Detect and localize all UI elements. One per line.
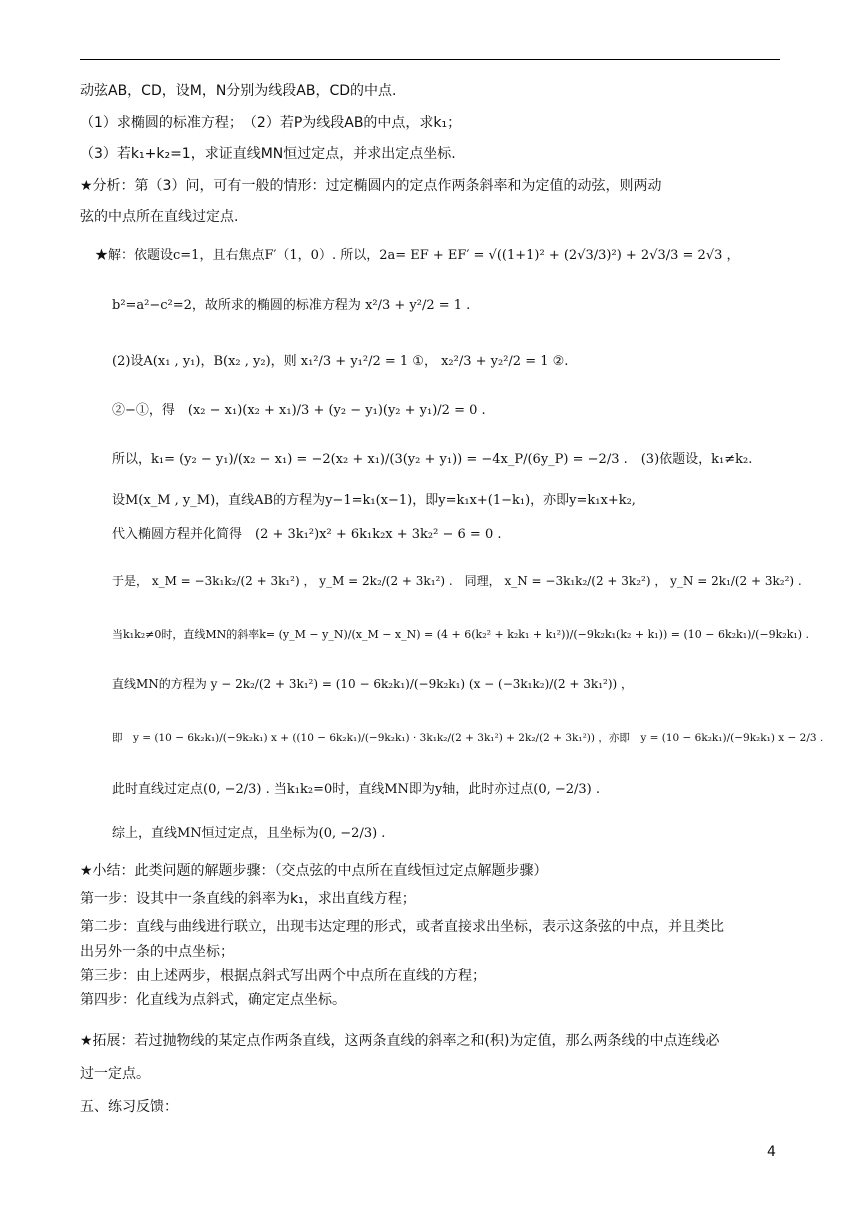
solution-line-13: 综上，直线MN恒过定点，且坐标为(0, −2/3) . [112, 826, 386, 841]
page-number: 4 [767, 1144, 776, 1160]
solution-line-9: 当k₁k₂≠0时，直线MN的斜率k= (y_M − y_N)/(x_M − x_N) = (4 + 6(k₂² + k₂k₁ + k₁²))/(−9k₂k₁(k₂ + k₁)) = (10 − 6k₂k₁)/(−9k₂k₁) . [112, 628, 810, 641]
solution-line-7: 代入椭圆方程并化简得 (2 + 3k₁²)x² + 6k₁k₂x + 3k₂² − 6 = 0 . [112, 527, 502, 542]
extension-line-1: ★拓展：若过抛物线的某定点作两条直线，这两条直线的斜率之和(积)为定值，那么两条线的中点连线必 [80, 1033, 720, 1049]
text-line-3: （3）若k₁+k₂=1，求证直线MN恒过定点，并求出定点坐标. [80, 146, 456, 162]
analysis-line-2: 弦的中点所在直线过定点. [80, 209, 239, 225]
solution-line-8: 于是， x_M = −3k₁k₂/(2 + 3k₁²) ， y_M = 2k₂/(2 + 3k₁²) . 同理， x_N = −3k₁k₂/(2 + 3k₂²) ， y_N = 2k₁/(2 + 3k₂²) . [112, 574, 802, 588]
solution-line-5: 所以，k₁= (y₂ − y₁)/(x₂ − x₁) = −2(x₂ + x₁)/(3(y₂ + y₁)) = −4x_P/(6y_P) = −2/3 . (3)依题设，k₁≠k₂. [112, 452, 753, 467]
solution-line-12: 此时直线过定点(0, −2/3) . 当k₁k₂=0时，直线MN即为y轴，此时亦过点(0, −2/3) . [112, 782, 601, 797]
text-line-1: 动弦AB，CD，设M，N分别为线段AB，CD的中点. [80, 83, 397, 99]
step-2-line-1: 第二步：直线与曲线进行联立，出现韦达定理的形式，或者直接求出坐标，表示这条弦的中点，并且类比 [80, 919, 724, 935]
solution-line-3: (2)设A(x₁ , y₁)，B(x₂ , y₂)，则 x₁²/3 + y₁²/2 = 1 ①， x₂²/3 + y₂²/2 = 1 ②. [112, 354, 569, 369]
step-2-line-2: 出另外一条的中点坐标； [80, 944, 234, 960]
step-1: 第一步：设其中一条直线的斜率为k₁，求出直线方程； [80, 891, 416, 907]
header-rule [80, 59, 780, 60]
solution-line-4: ②−①，得 (x₂ − x₁)(x₂ + x₁)/3 + (y₂ − y₁)(y₂ + y₁)/2 = 0 . [112, 403, 486, 418]
solution-line-10: 直线MN的方程为 y − 2k₂/(2 + 3k₁²) = (10 − 6k₂k₁)/(−9k₂k₁) (x − (−3k₁k₂)/(2 + 3k₁²)) ， [112, 677, 634, 691]
solution-line-6: 设M(x_M , y_M)，直线AB的方程为y−1=k₁(x−1)，即y=k₁x+(1−k₁)，亦即y=k₁x+k₂, [112, 493, 636, 508]
step-3: 第三步：由上述两步，根据点斜式写出两个中点所在直线的方程； [80, 968, 486, 984]
solution-line-1: ★解：依题设c=1，且右焦点F′（1，0）. 所以，2a= EF + EF′ = √((1+1)² + (2√3/3)²) + 2√3/3 = 2√3 ， [95, 248, 740, 263]
step-4: 第四步：化直线为点斜式，确定定点坐标。 [80, 992, 346, 1008]
summary-heading: ★小结：此类问题的解题步骤：（交点弦的中点所在直线恒过定点解题步骤） [80, 863, 548, 879]
solution-line-11: 即 y = (10 − 6k₂k₁)/(−9k₂k₁) x + ((10 − 6k₂k₁)/(−9k₂k₁) · 3k₁k₂/(2 + 3k₁²) + 2k₂/(2 + 3k₁²)) ，亦即 y = (10 − 6k₂k₁)/(−9k₂k₁) x − 2/3 . [112, 732, 824, 744]
section-heading: 五、练习反馈： [80, 1099, 178, 1115]
text-line-2: （1）求椭圆的标准方程； （2）若P为线段AB的中点，求k₁； [80, 115, 462, 131]
solution-line-2: b²=a²−c²=2，故所求的椭圆的标准方程为 x²/3 + y²/2 = 1 . [112, 298, 471, 313]
extension-line-2: 过一定点。 [80, 1066, 150, 1082]
analysis-line-1: ★分析：第（3）问，可有一般的情形：过定椭圆内的定点作两条斜率和为定值的动弦，则两动 [80, 178, 662, 194]
